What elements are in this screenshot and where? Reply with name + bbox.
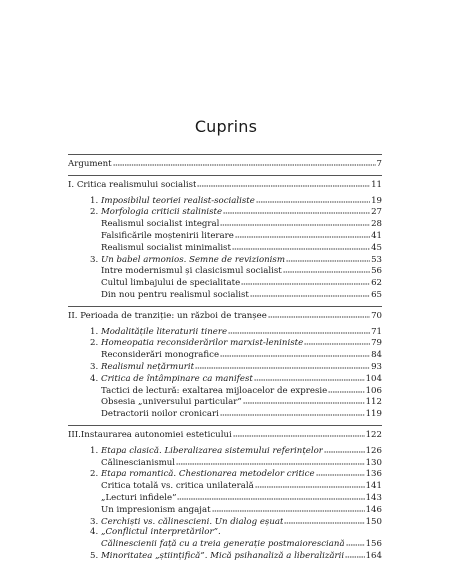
toc-entry[interactable] xyxy=(68,468,382,480)
dot-leader xyxy=(284,516,364,524)
toc-entry-title xyxy=(101,350,219,361)
toc-entry-page: 41 xyxy=(371,230,382,241)
toc-section xyxy=(68,176,382,306)
toc-section xyxy=(68,307,382,425)
dot-leader xyxy=(316,468,365,476)
toc-entry[interactable] xyxy=(68,408,382,420)
toc-entry-page: 112 xyxy=(365,397,382,408)
dot-leader xyxy=(235,230,370,238)
toc-entry-page: 119 xyxy=(365,409,382,420)
toc-entry-page: 122 xyxy=(365,429,382,440)
dot-leader xyxy=(286,254,370,262)
dot-leader xyxy=(256,195,370,203)
toc-entry-text: Morfologia criticii staliniste xyxy=(101,207,223,218)
toc-entry[interactable] xyxy=(68,527,382,538)
dot-leader xyxy=(176,457,365,465)
toc-entry-text: Călinescianismul xyxy=(101,457,176,468)
dot-leader xyxy=(212,504,365,512)
toc-entry-title xyxy=(68,430,232,441)
page-title: Cuprins xyxy=(194,117,258,136)
toc-entry-text: Reconsiderări monografice xyxy=(101,350,220,361)
table-of-contents xyxy=(68,154,382,567)
toc-entry[interactable] xyxy=(68,361,382,373)
toc-entry-page: 28 xyxy=(371,219,382,230)
toc-entry-page: 130 xyxy=(365,457,382,468)
toc-entry-number: 5. xyxy=(90,550,99,561)
toc-entry-number: 4. xyxy=(90,373,99,384)
toc-entry-text: II. Perioada de tranziție: un război de tranșee xyxy=(68,310,267,321)
toc-entry-page: 143 xyxy=(365,492,382,503)
toc-entry-text: Cultul limbajului de specialitate xyxy=(101,278,241,289)
dot-leader xyxy=(220,349,370,357)
dot-leader xyxy=(220,408,365,416)
toc-entry-title xyxy=(90,196,255,207)
toc-entry-text: Realismul socialist minimalist xyxy=(101,242,231,253)
toc-entry-title xyxy=(90,255,285,266)
toc-entry[interactable] xyxy=(68,195,382,207)
toc-section xyxy=(68,155,382,175)
dot-leader xyxy=(345,550,364,558)
toc-entry-text: Cerchiști vs. călinescieni. Un dialog eșuat xyxy=(101,516,284,527)
dot-leader xyxy=(328,385,364,393)
toc-entry-number: 2. xyxy=(90,469,99,480)
toc-entry-page: 27 xyxy=(371,207,382,218)
toc-entry-text: Din nou pentru realismul socialist xyxy=(101,289,249,300)
dot-leader xyxy=(223,206,370,214)
toc-entry-title xyxy=(90,327,227,338)
toc-entry[interactable] xyxy=(68,265,382,277)
dot-leader xyxy=(304,337,370,345)
toc-entry-text: Un impresionism angajat xyxy=(101,504,211,515)
toc-entry-text: „Lecturi infidele” xyxy=(101,492,177,503)
toc-entry[interactable] xyxy=(68,457,382,469)
toc-entry-page: 84 xyxy=(371,350,382,361)
toc-entry[interactable] xyxy=(68,337,382,349)
toc-entry-title xyxy=(90,469,315,480)
toc-entry-page: 104 xyxy=(365,373,382,384)
toc-entry[interactable] xyxy=(68,349,382,361)
toc-entry-text: Minoritatea „științifică”. Mică psihanaliză a liberalizării xyxy=(101,550,345,561)
toc-entry-text: Falsificările moștenirii literare xyxy=(101,230,234,241)
toc-entry[interactable] xyxy=(68,429,382,441)
toc-entry-title xyxy=(101,493,176,504)
toc-entry-number: 1. xyxy=(90,445,99,456)
toc-entry[interactable] xyxy=(68,480,382,492)
dot-leader xyxy=(255,480,365,488)
toc-entry-page: 71 xyxy=(371,326,382,337)
toc-entry-page: 53 xyxy=(371,254,382,265)
toc-entry-title xyxy=(101,243,231,254)
toc-entry-text: Argument xyxy=(68,159,112,169)
toc-entry-page: 164 xyxy=(365,550,382,561)
toc-entry[interactable] xyxy=(68,242,382,254)
toc-entry-number: 1. xyxy=(90,326,99,337)
toc-entry-text: Etapa romantică. Chestionarea metodelor critice xyxy=(101,469,315,480)
dot-leader xyxy=(195,361,370,369)
toc-entry-text: Detractorii noilor cronicari xyxy=(101,409,219,420)
toc-entry-title xyxy=(90,207,222,218)
toc-entry[interactable] xyxy=(68,254,382,266)
dot-leader xyxy=(233,429,365,437)
toc-entry-page: 19 xyxy=(371,195,382,206)
toc-entry-page: 93 xyxy=(371,361,382,372)
dot-leader xyxy=(268,310,370,318)
toc-entry-title xyxy=(90,551,344,562)
toc-entry[interactable] xyxy=(68,550,382,562)
toc-entry-text: Etapa clasică. Liberalizarea sistemului referințelor xyxy=(101,445,323,456)
dot-leader xyxy=(254,373,365,381)
toc-entry-title xyxy=(101,290,249,301)
dot-leader xyxy=(113,158,376,166)
toc-entry-page: 150 xyxy=(365,516,382,527)
toc-entry-text: I. Critica realismului socialist xyxy=(68,179,197,190)
toc-entry-title xyxy=(90,338,303,349)
toc-entry-page: 141 xyxy=(365,481,382,492)
dot-leader xyxy=(346,538,365,546)
dot-leader xyxy=(197,179,370,187)
toc-entry-page: 56 xyxy=(371,266,382,277)
toc-entry-text: III.Instaurarea autonomiei esteticului xyxy=(68,429,232,440)
toc-entry-title xyxy=(101,505,211,516)
toc-entry-title xyxy=(90,374,253,385)
toc-entry[interactable] xyxy=(68,516,382,528)
dot-leader xyxy=(220,218,370,226)
toc-entry[interactable] xyxy=(68,277,382,289)
dot-leader xyxy=(243,396,365,404)
toc-entry-number: 3. xyxy=(90,254,99,265)
toc-entry-text: Critica de întâmpinare ca manifest xyxy=(101,373,253,384)
toc-entry-text: Călinescienii față cu a treia generație postmaioresciană xyxy=(101,539,345,550)
toc-entry[interactable] xyxy=(68,179,382,191)
toc-entry-page: 11 xyxy=(371,179,382,190)
toc-entry[interactable] xyxy=(68,289,382,301)
toc-entry[interactable] xyxy=(68,492,382,504)
toc-entry[interactable] xyxy=(68,310,382,322)
toc-entry-text: „Conflictul interpretărilor”. xyxy=(101,527,221,538)
toc-entry-number: 3. xyxy=(90,361,99,372)
toc-entry-text: Un babel armonios. Semne de revizionism xyxy=(101,254,285,265)
dot-leader xyxy=(228,326,370,334)
toc-entry-title xyxy=(101,231,234,242)
toc-entry-text: Imposibilul teoriei realist-socialiste xyxy=(101,195,255,206)
toc-entry-title xyxy=(90,446,323,457)
toc-entry-text: Homeopatia reconsiderărilor marxist-leniniste xyxy=(101,338,304,349)
toc-entry-text: Tactici de lectură: exaltarea mijloacelor de expresie xyxy=(101,385,328,396)
toc-entry-title xyxy=(101,397,242,408)
toc-entry-title xyxy=(90,362,194,373)
toc-entry-text: Obsesia „universului particular” xyxy=(101,397,242,408)
toc-entry-page: 156 xyxy=(365,539,382,550)
toc-entry-number: 3. xyxy=(90,516,99,527)
toc-entry-title xyxy=(101,386,327,397)
toc-entry[interactable] xyxy=(68,326,382,338)
toc-entry-page: 126 xyxy=(365,445,382,456)
toc-entry-text: Realismul socialist integral xyxy=(101,219,220,230)
toc-entry[interactable] xyxy=(68,385,382,397)
dot-leader xyxy=(250,289,370,297)
toc-entry-title xyxy=(68,311,267,322)
toc-entry-title xyxy=(101,458,175,469)
toc-entry[interactable] xyxy=(68,206,382,218)
toc-entry[interactable] xyxy=(68,445,382,457)
toc-entry[interactable] xyxy=(68,158,382,170)
toc-entry-title xyxy=(68,159,112,170)
dot-leader xyxy=(232,242,370,250)
toc-entry-text: Modalitățile literaturii tinere xyxy=(101,326,228,337)
toc-entry-text: Între modernismul și clasicismul socialist xyxy=(101,266,282,277)
toc-entry-title xyxy=(101,266,282,277)
toc-entry-page: 7 xyxy=(376,159,382,169)
toc-entry[interactable] xyxy=(68,230,382,242)
toc-entry-number: 1. xyxy=(90,195,99,206)
dot-leader xyxy=(283,265,370,273)
toc-entry-text: Realismul nețărmurit xyxy=(101,361,195,372)
toc-entry[interactable] xyxy=(68,538,382,550)
toc-entry-title xyxy=(101,409,219,420)
toc-entry-title xyxy=(101,278,240,289)
toc-entry-page: 146 xyxy=(365,504,382,515)
toc-entry-title xyxy=(101,539,345,550)
toc-entry-title xyxy=(101,481,254,492)
toc-entry-page: 79 xyxy=(371,338,382,349)
toc-entry[interactable] xyxy=(68,504,382,516)
dot-leader xyxy=(177,492,364,500)
toc-entry-page: 70 xyxy=(371,310,382,321)
toc-entry-page: 136 xyxy=(365,469,382,480)
toc-entry-page: 106 xyxy=(365,385,382,396)
toc-entry-number: 2. xyxy=(90,207,99,218)
toc-entry-title xyxy=(90,527,221,538)
toc-entry-number: 2. xyxy=(90,338,99,349)
dot-leader xyxy=(324,445,365,453)
toc-entry[interactable] xyxy=(68,218,382,230)
toc-entry-number: 4. xyxy=(90,527,99,538)
toc-section xyxy=(68,426,382,567)
toc-entry[interactable] xyxy=(68,396,382,408)
toc-entry-page: 65 xyxy=(371,289,382,300)
toc-entry-title xyxy=(68,180,196,191)
toc-entry-title xyxy=(101,219,219,230)
toc-entry-title xyxy=(90,517,283,528)
toc-entry-text: Critica totală vs. critica unilaterală xyxy=(101,481,254,492)
dot-leader xyxy=(241,277,370,285)
toc-entry[interactable] xyxy=(68,373,382,385)
toc-entry-page: 45 xyxy=(371,242,382,253)
toc-entry-page: 62 xyxy=(371,278,382,289)
